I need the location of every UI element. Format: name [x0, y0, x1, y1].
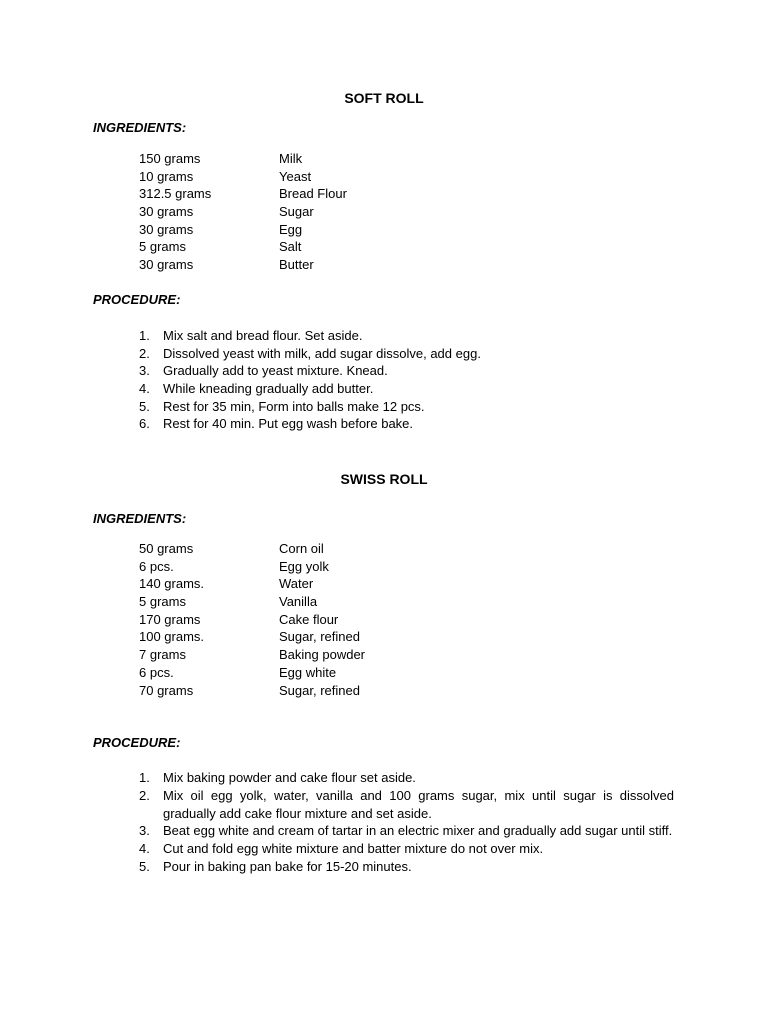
ingredient-name: Vanilla — [279, 594, 318, 610]
ingredient-row — [139, 256, 675, 274]
procedure-step — [139, 415, 674, 433]
ingredient-row — [139, 628, 675, 646]
ingredient-name: Bread Flour — [279, 186, 347, 202]
ingredient-name: Corn oil — [279, 541, 324, 556]
step-text: Beat egg white and cream of tartar in an electric mixer and gradually add sugar until stiff. — [163, 823, 673, 839]
step-text: Dissolved yeast with milk, add sugar dissolve, add egg. — [163, 345, 481, 361]
procedure-step — [139, 787, 674, 822]
procedure-step — [139, 398, 674, 416]
ingredient-list — [139, 540, 675, 699]
step-text: Gradually add to yeast mixture. Knead. — [163, 363, 388, 379]
ingredient-row — [139, 185, 675, 203]
ingredient-row — [139, 664, 675, 682]
step-number: 4. — [139, 841, 150, 856]
step-text: Cut and fold egg white mixture and batter mixture do not over mix. — [163, 841, 544, 856]
ingredient-name: Sugar, refined — [279, 629, 360, 645]
ingredient-name: Cake flour — [279, 611, 339, 627]
ingredient-qty: 150 grams — [139, 151, 201, 166]
procedure-step — [139, 345, 674, 363]
ingredient-row — [139, 575, 675, 593]
recipe-title: SOFT ROLL — [344, 90, 424, 106]
ingredient-list — [139, 150, 675, 274]
ingredient-name: Salt — [279, 239, 302, 255]
procedure-steps — [139, 769, 674, 875]
procedure-label: PROCEDURE: — [93, 291, 181, 307]
ingredient-row — [139, 168, 675, 186]
procedure-step — [139, 380, 674, 398]
step-number: 3. — [139, 363, 150, 379]
ingredient-name: Yeast — [279, 168, 312, 184]
step-number: 5. — [139, 398, 150, 414]
procedure-step — [139, 769, 674, 787]
procedure-label: PROCEDURE: — [93, 735, 181, 751]
ingredient-row — [139, 558, 675, 576]
step-number: 2. — [139, 345, 150, 361]
step-text: Mix salt and bread flour. Set aside. — [163, 327, 363, 343]
ingredient-qty: 10 grams — [139, 168, 194, 184]
ingredient-name: Egg — [279, 221, 303, 237]
step-text: Rest for 35 min, Form into balls make 12 pcs. — [163, 398, 425, 414]
ingredient-name: Butter — [279, 257, 314, 273]
ingredient-name: Egg white — [279, 664, 337, 680]
ingredient-qty: 30 grams — [139, 257, 194, 273]
ingredient-row — [139, 611, 675, 629]
step-number: 1. — [139, 327, 150, 343]
ingredient-row — [139, 150, 675, 168]
ingredient-qty: 30 grams — [139, 204, 194, 220]
recipe-swiss-roll — [93, 469, 675, 875]
step-number: 4. — [139, 380, 150, 396]
procedure-step — [139, 327, 674, 345]
ingredient-name: Baking powder — [279, 647, 365, 663]
procedure-step — [139, 840, 674, 858]
ingredient-row — [139, 221, 675, 239]
ingredient-qty: 5 grams — [139, 594, 186, 610]
step-text: Mix oil egg yolk, water, vanilla and 100 grams sugar, mix until sugar is dissolved gradually add cake flour mixture and set aside. — [163, 787, 674, 821]
ingredient-qty: 50 grams — [139, 541, 194, 556]
procedure-step — [139, 822, 674, 840]
ingredient-qty: 7 grams — [139, 647, 186, 663]
ingredient-qty: 170 grams — [139, 611, 201, 627]
procedure-steps — [139, 327, 674, 433]
recipe-soft-roll — [93, 88, 675, 433]
step-number: 1. — [139, 770, 150, 786]
ingredient-qty: 312.5 grams — [139, 186, 212, 202]
step-text: Pour in baking pan bake for 15-20 minutes. — [163, 858, 412, 874]
ingredient-name: Egg yolk — [279, 558, 329, 574]
ingredient-row — [139, 593, 675, 611]
ingredient-qty: 100 grams. — [139, 629, 205, 645]
procedure-step — [139, 858, 674, 876]
ingredients-label: INGREDIENTS: — [93, 120, 187, 135]
step-text: Rest for 40 min. Put egg wash before bake. — [163, 416, 414, 432]
step-number: 6. — [139, 416, 150, 432]
ingredient-name: Sugar — [279, 204, 314, 220]
ingredient-row — [139, 238, 675, 256]
step-text: Mix baking powder and cake flour set aside. — [163, 770, 416, 786]
ingredient-qty: 6 pcs. — [139, 664, 174, 680]
procedure-step — [139, 362, 674, 380]
ingredient-row — [139, 540, 675, 558]
step-number: 2. — [139, 787, 150, 803]
ingredient-name: Sugar, refined — [279, 682, 360, 698]
step-text: While kneading gradually add butter. — [163, 380, 374, 396]
ingredients-label: INGREDIENTS: — [93, 511, 187, 526]
ingredient-qty: 6 pcs. — [139, 558, 174, 574]
ingredient-qty: 5 grams — [139, 239, 186, 255]
recipe-title: SWISS ROLL — [340, 471, 428, 487]
ingredient-row — [139, 646, 675, 664]
ingredient-qty: 140 grams. — [139, 576, 205, 592]
ingredient-name: Milk — [279, 151, 303, 166]
ingredient-qty: 30 grams — [139, 221, 194, 237]
step-number: 5. — [139, 858, 150, 874]
ingredient-qty: 70 grams — [139, 682, 194, 698]
step-number: 3. — [139, 823, 150, 839]
ingredient-name: Water — [279, 576, 314, 592]
ingredient-row — [139, 682, 675, 700]
ingredient-row — [139, 203, 675, 221]
